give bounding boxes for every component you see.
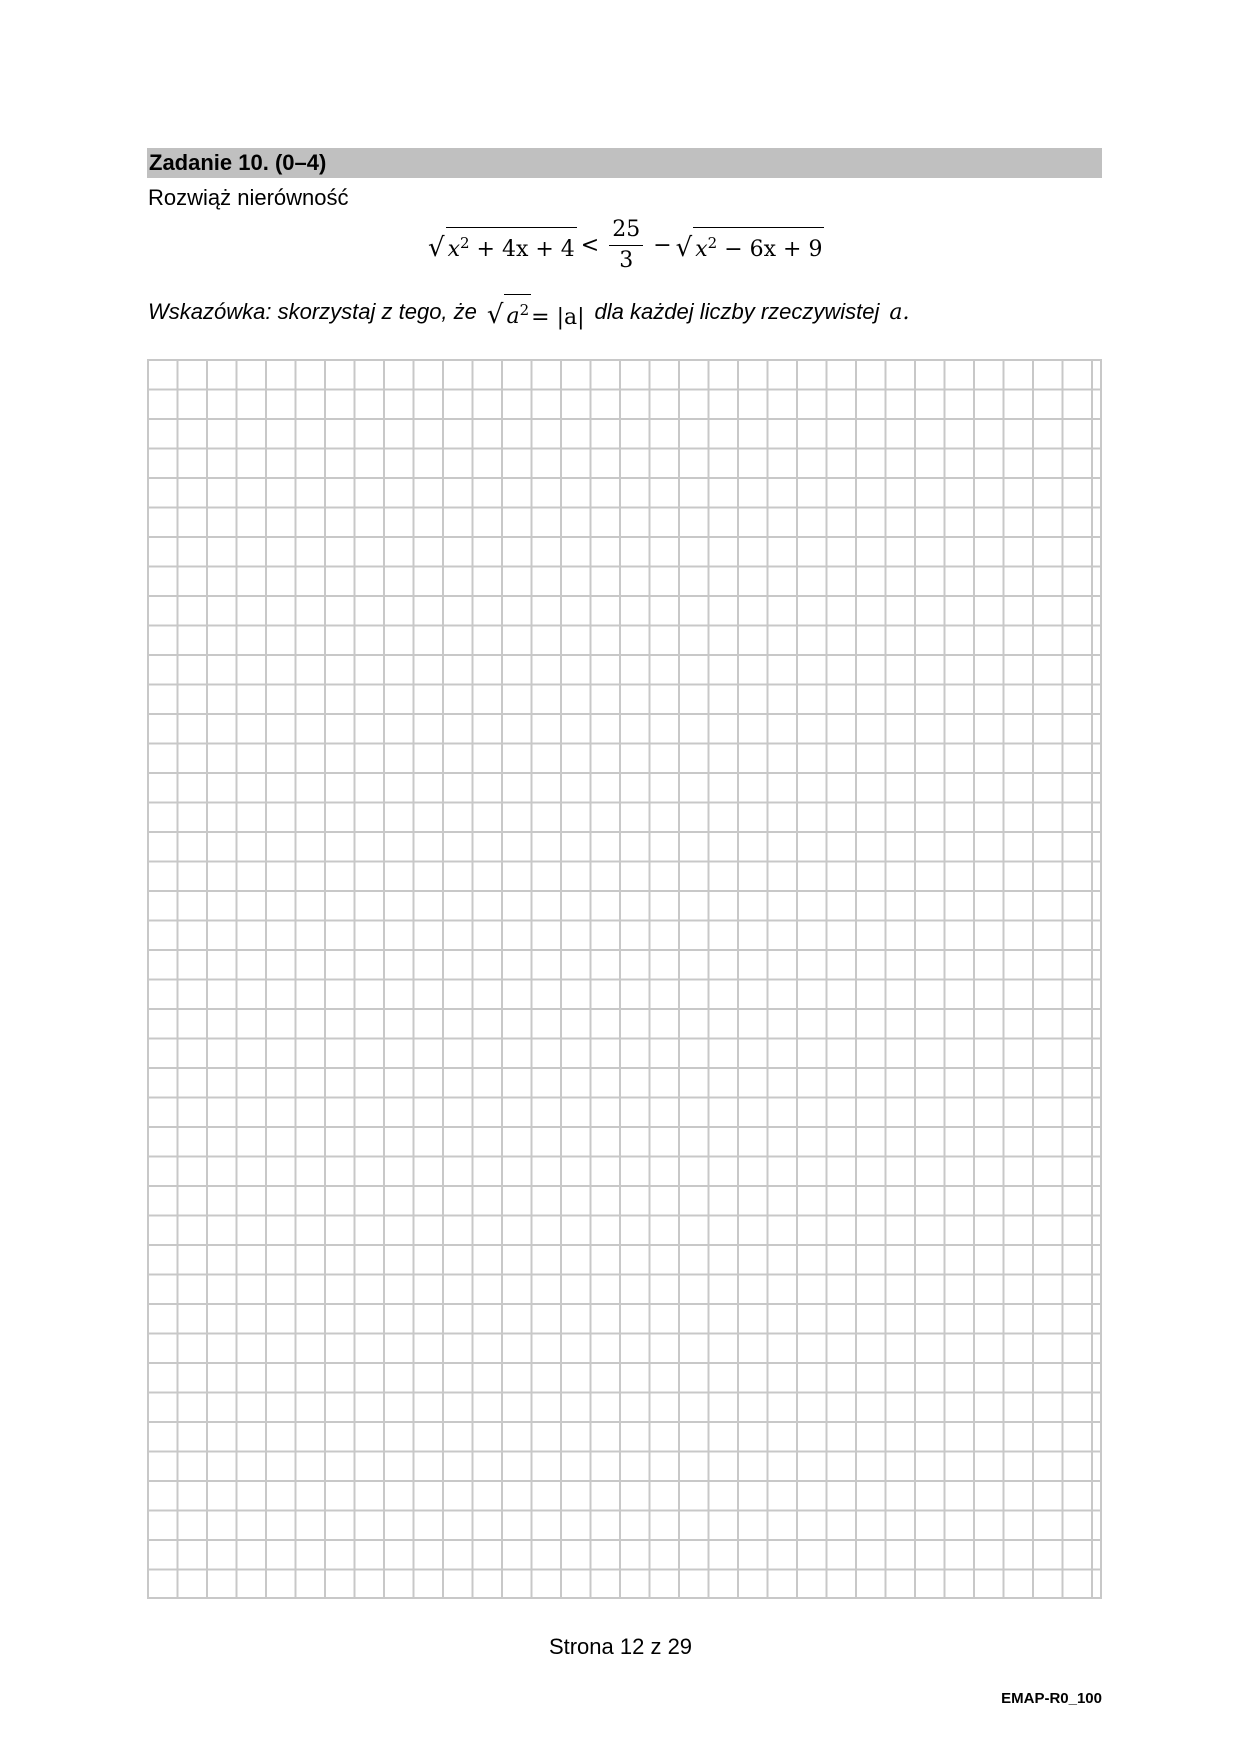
answer-grid[interactable] <box>147 359 1102 1599</box>
fraction-numerator: 25 <box>609 217 643 246</box>
radical-sign-icon: √ <box>486 300 504 330</box>
task-title: Zadanie 10. (0–4) <box>147 148 1102 178</box>
right-square-root <box>676 227 825 263</box>
hint-prefix: Wskazówka: skorzystaj z tego, że <box>148 299 477 324</box>
minus-sign: − <box>653 232 672 258</box>
hint-formula: √ $a^2$ = |a| <box>487 294 585 330</box>
relation-sign: < <box>580 232 600 258</box>
fraction <box>609 217 643 274</box>
left-square-root <box>428 227 577 263</box>
left-radicand: $x^2 + 4x + 4$ <box>446 227 577 263</box>
hint-variable: a. <box>889 299 910 325</box>
radical-sign-icon: √ <box>675 233 693 263</box>
fraction-denominator: 3 <box>619 247 634 273</box>
right-radicand: $x^2 - 6x + 9$ <box>693 227 824 263</box>
radical-sign-icon: √ <box>428 233 445 263</box>
page-number: Strona 12 z 29 <box>548 1634 693 1659</box>
inequality-formula <box>428 212 824 278</box>
hint-line <box>148 296 910 328</box>
exam-code: EMAP-R0_100 <box>1001 1690 1102 1707</box>
task-instruction: Rozwiąż nierówność <box>148 185 349 210</box>
hint-suffix: dla każdej liczby rzeczywistej <box>594 299 880 324</box>
